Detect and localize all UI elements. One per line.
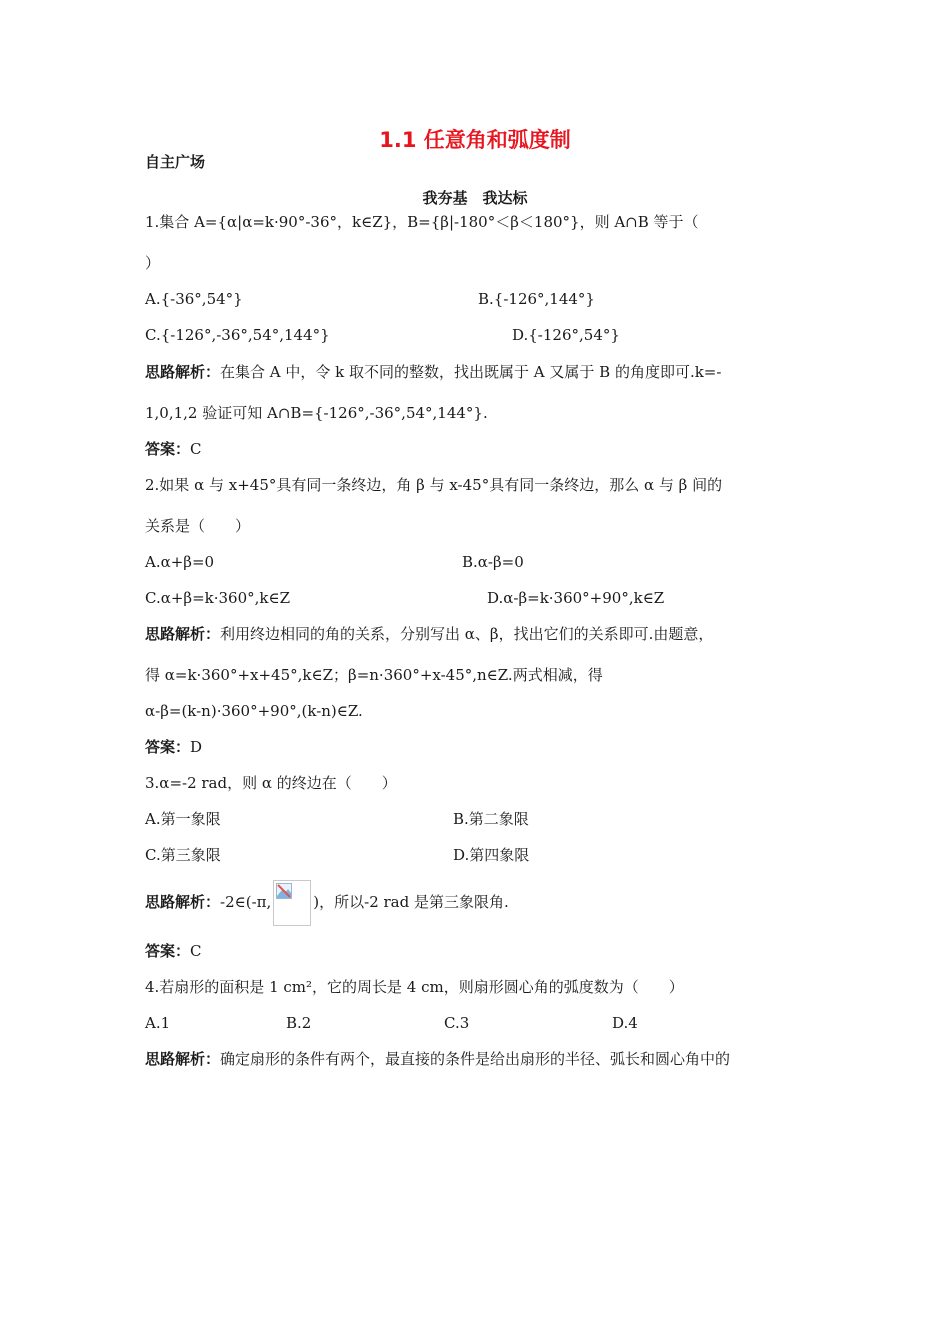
q2-stem-line1: 2.如果 α 与 x+45°具有同一条终边，角 β 与 x-45°具有同一条终边，那么 α 与 β 间的 <box>145 476 723 494</box>
q2-stem-line2: 关系是（ ） <box>145 517 251 535</box>
q1-answer <box>145 439 202 459</box>
analysis-label: 思路解析： <box>145 363 221 381</box>
q3-stem: 3.α=-2 rad，则 α 的终边在（ ） <box>145 774 397 792</box>
q3-analysis-post: )，所以-2 rad 是第三象限角. <box>313 893 509 911</box>
q4-option-d: D.4 <box>612 1014 638 1032</box>
answer-label: 答案： <box>145 440 191 458</box>
broken-image-icon <box>273 880 311 926</box>
q1-option-d: D.{-126°,54°} <box>512 326 620 344</box>
answer-label: 答案： <box>145 738 191 756</box>
q2-analysis-line1 <box>145 624 713 644</box>
analysis-label: 思路解析： <box>145 1050 221 1068</box>
q1-stem-line1: 1.集合 A={α|α=k·90°-36°，k∈Z}，B={β|-180°＜β＜180°}，则 A∩B 等于（ <box>145 213 699 231</box>
q1-option-c: C.{-126°,-36°,54°,144°} <box>145 326 330 344</box>
q2-option-c: C.α+β=k·360°,k∈Z <box>145 589 291 607</box>
q4-stem: 4.若扇形的面积是 1 cm²，它的周长是 4 cm，则扇形圆心角的弧度数为（ ） <box>145 978 684 996</box>
q1-option-b: B.{-126°,144°} <box>478 290 595 308</box>
q1-analysis-line1 <box>145 362 721 382</box>
q3-option-a: A.第一象限 <box>145 810 221 828</box>
q3-answer-value: C <box>190 942 202 960</box>
subsection-heading: 我夯基 我达标 <box>422 189 528 207</box>
q2-analysis-line3: α-β=(k-n)·360°+90°,(k-n)∈Z. <box>145 702 363 720</box>
q3-option-b: B.第二象限 <box>453 810 529 828</box>
page-title: 1.1 任意角和弧度制 <box>379 128 571 152</box>
q2-answer <box>145 737 202 757</box>
q1-analysis-line2: 1,0,1,2 验证可知 A∩B={-126°,-36°,54°,144°}. <box>145 404 488 422</box>
q4-analysis-text: 确定扇形的条件有两个，最直接的条件是给出扇形的半径、弧长和圆心角中的 <box>220 1050 731 1068</box>
q3-option-c: C.第三象限 <box>145 846 221 864</box>
q4-option-b: B.2 <box>286 1014 312 1032</box>
section-heading: 自主广场 <box>145 153 206 171</box>
q2-option-a: A.α+β=0 <box>145 553 215 571</box>
analysis-label: 思路解析： <box>145 625 221 643</box>
analysis-label: 思路解析： <box>145 893 221 911</box>
q1-analysis-text: 在集合 A 中，令 k 取不同的整数，找出既属于 A 又属于 B 的角度即可.k=- <box>220 363 722 381</box>
q2-option-d: D.α-β=k·360°+90°,k∈Z <box>487 589 665 607</box>
q3-answer <box>145 941 202 961</box>
q2-option-b: B.α-β=0 <box>462 553 524 571</box>
q4-option-a: A.1 <box>145 1014 171 1032</box>
answer-label: 答案： <box>145 942 191 960</box>
q1-stem-line2: ） <box>145 254 161 272</box>
q3-option-d: D.第四象限 <box>453 846 530 864</box>
q1-option-a: A.{-36°,54°} <box>145 290 243 308</box>
q2-analysis-line2: 得 α=k·360°+x+45°,k∈Z；β=n·360°+x-45°,n∈Z.两式相减，得 <box>145 666 603 684</box>
q2-analysis-text: 利用终边相同的角的关系，分别写出 α、β，找出它们的关系即可.由题意， <box>220 625 714 643</box>
q2-answer-value: D <box>190 738 203 756</box>
q4-option-c: C.3 <box>444 1014 470 1032</box>
q3-analysis-line <box>145 879 509 926</box>
q4-analysis-line1 <box>145 1049 730 1069</box>
q1-answer-value: C <box>190 440 202 458</box>
q3-analysis-pre: -2∈(-π, <box>220 893 272 911</box>
